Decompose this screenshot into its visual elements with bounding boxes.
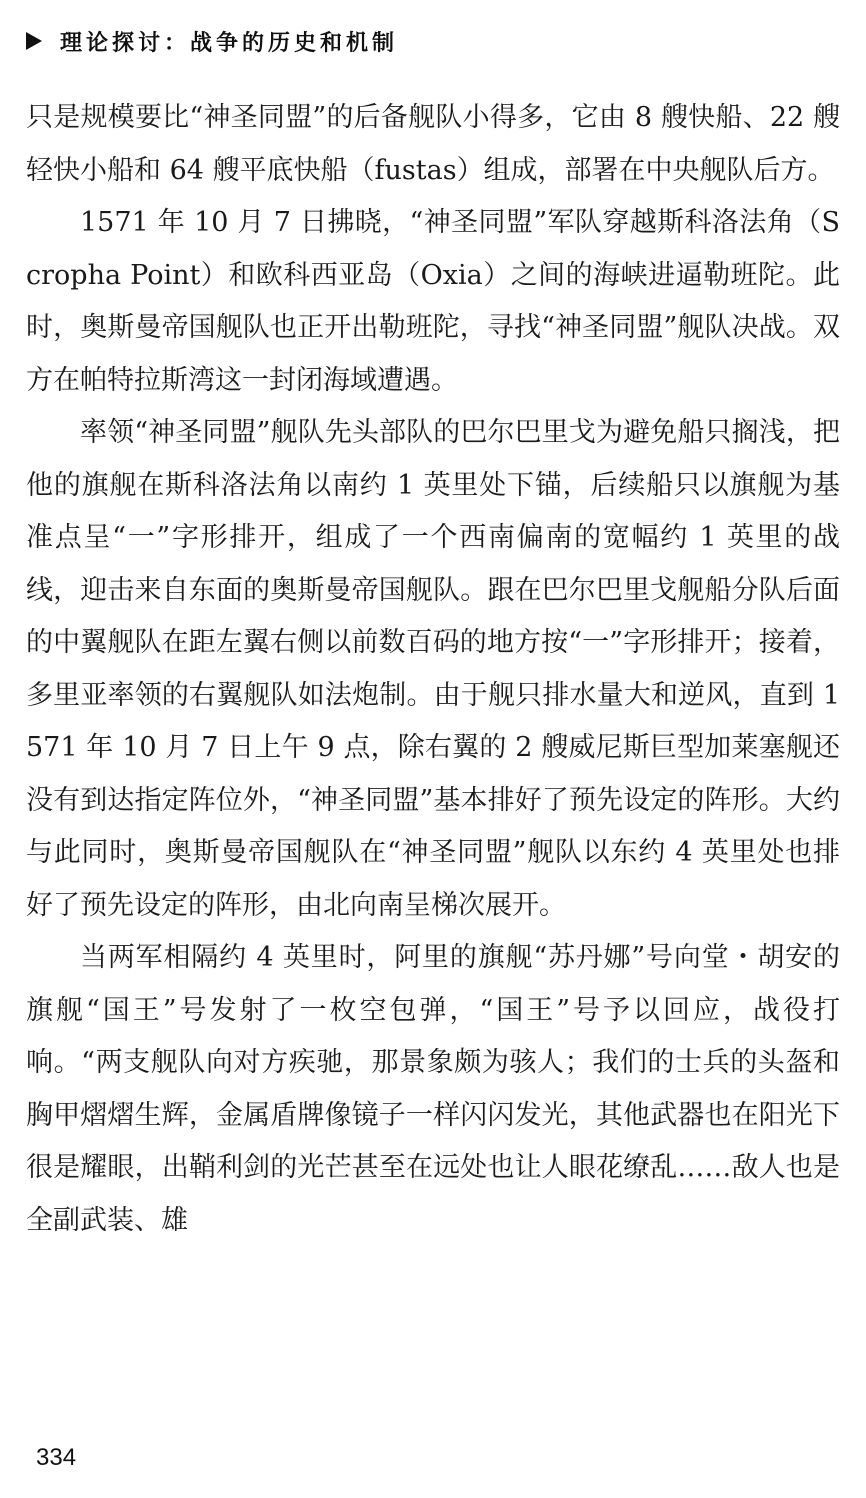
paragraph-2: 1571 年 10 月 7 日拂晓，“神圣同盟”军队穿越斯科洛法角（Scropha Point）和欧科西亚岛（Oxia）之间的海峡进逼勒班陀。此时，奥斯曼帝国舰队也正开出勒班陀，寻找“神圣同盟”舰队决战。双方在帕特拉斯湾这一封闭海域遭遇。 [26, 207, 840, 396]
body-text [26, 92, 840, 1247]
triangle-right-icon [26, 32, 42, 50]
paragraph-4: 当两军相隔约 4 英里时，阿里的旗舰“苏丹娜”号向堂・胡安的旗舰“国王”号发射了一枚空包弹，“国王”号予以回应，战役打响。“两支舰队向对方疾驰，那景象颇为骇人；我们的士兵的头盔和胸甲熠熠生辉，金属盾牌像镜子一样闪闪发光，其他武器也在阳光下很是耀眼，出鞘利剑的光芒甚至在远处也让人眼花缭乱……敌人也是全副武装、雄 [26, 942, 840, 1236]
running-head [26, 26, 398, 56]
running-head-title: 理论探讨：战争的历史和机制 [60, 30, 399, 56]
paragraph-1: 只是规模要比“神圣同盟”的后备舰队小得多，它由 8 艘快船、22 艘轻快小船和 64 艘平底快船（fustas）组成，部署在中央舰队后方。 [26, 102, 840, 186]
paragraph-3: 率领“神圣同盟”舰队先头部队的巴尔巴里戈为避免船只搁浅，把他的旗舰在斯科洛法角以南约 1 英里处下锚，后续船只以旗舰为基准点呈“一”字形排开，组成了一个西南偏南的宽幅约 1 英里的战线，迎击来自东面的奥斯曼帝国舰队。跟在巴尔巴里戈舰船分队后面的中翼舰队在距左翼右侧以前数百码的地方按“一”字形排开；接着，多里亚率领的右翼舰队如法炮制。由于舰只排水量大和逆风，直到 1571 年 10 月 7 日上午 9 点，除右翼的 2 艘威尼斯巨型加莱塞舰还没有到达指定阵位外，“神圣同盟”基本排好了预先设定的阵形。大约与此同时，奥斯曼帝国舰队在“神圣同盟”舰队以东约 4 英里处也排好了预先设定的阵形，由北向南呈梯次展开。 [26, 417, 840, 921]
page-number: 334 [36, 1444, 77, 1471]
